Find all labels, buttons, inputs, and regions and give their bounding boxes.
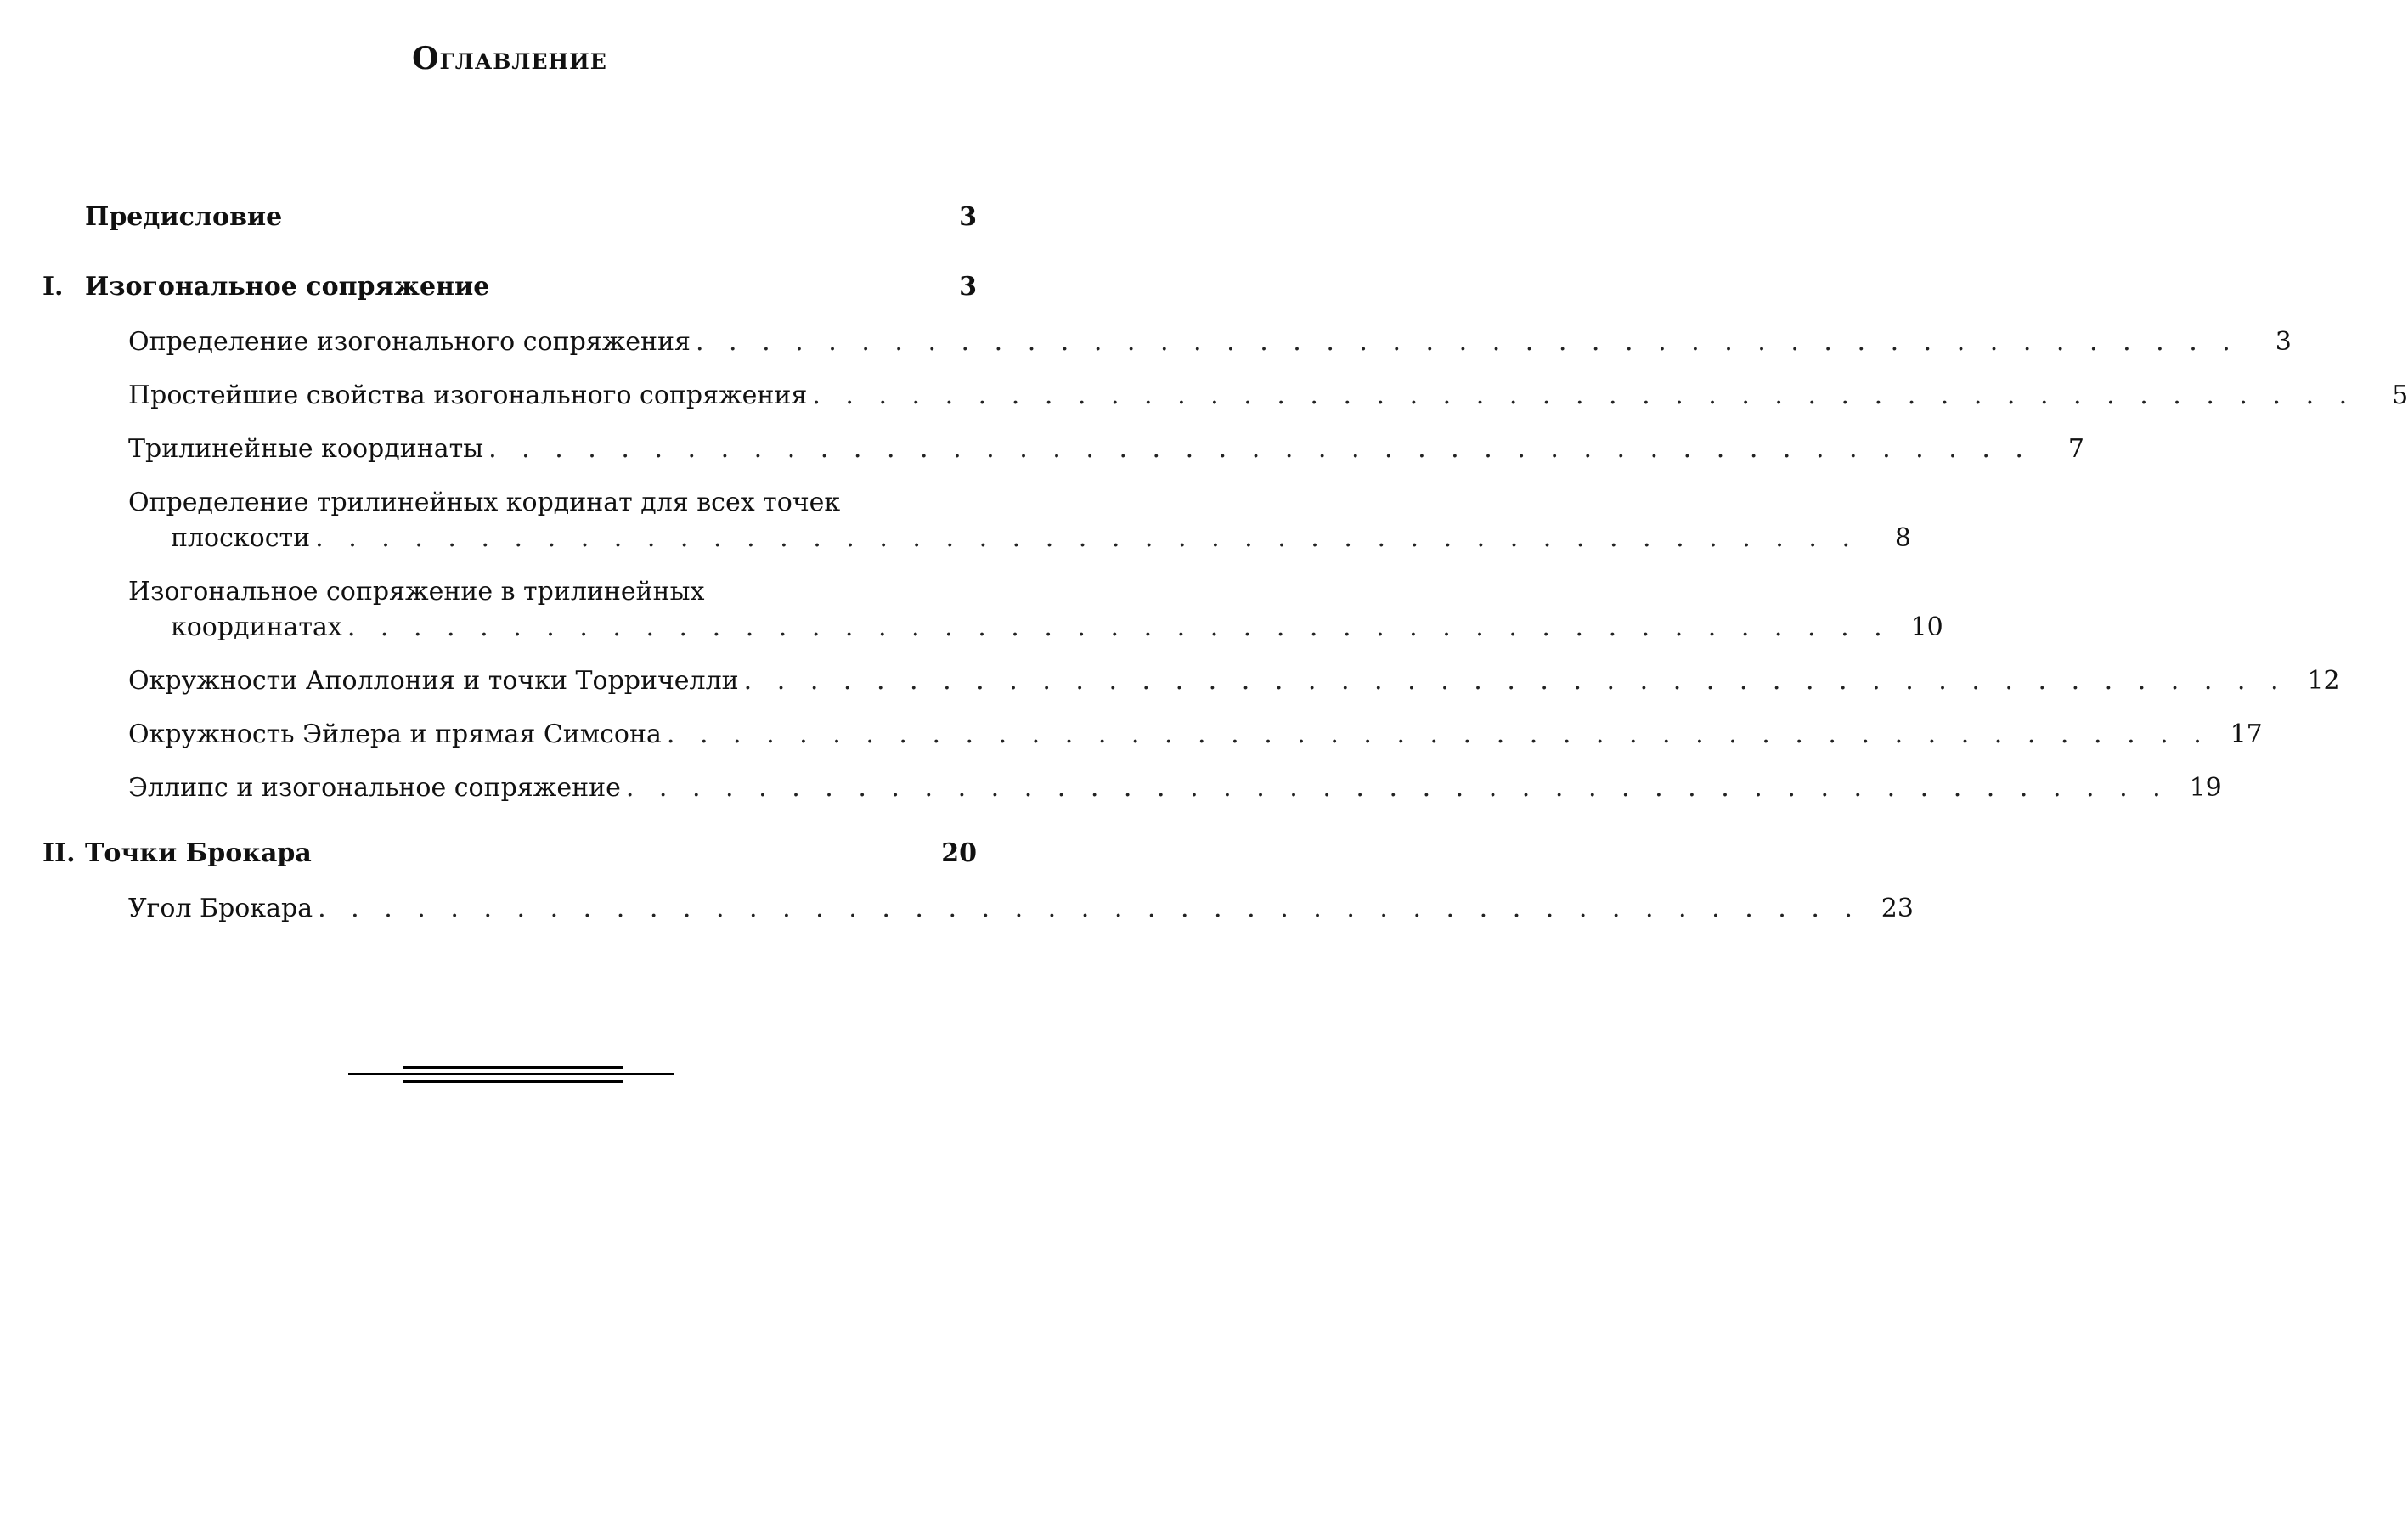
- toc-entry-page: 5: [2392, 381, 2408, 410]
- toc-dot-leader: . . . . . . . . . . . . . . . . . . . . . . . . . . . . . . . . . . . . . . . . . . . . . . .: [743, 666, 2287, 696]
- toc-part-1[interactable]: [42, 272, 977, 309]
- toc-entry-page: 7: [2067, 434, 2084, 464]
- toc-entry[interactable]: [42, 574, 1943, 646]
- toc-preface[interactable]: [42, 202, 977, 240]
- toc-dot-leader: . . . . . . . . . . . . . . . . . . . . . . . . . . . . . . . . . . . . . . . . . . . . . . .: [347, 612, 1891, 642]
- toc-entry-title-line1: Изогональное сопряжение в трилинейных: [128, 577, 705, 607]
- toc-entry-page: 23: [1881, 894, 1914, 923]
- toc-entry[interactable]: [42, 770, 2222, 806]
- ornament-rule-bottom: [403, 1080, 623, 1083]
- toc-entry-title: Угол Брокара: [128, 894, 313, 923]
- toc-entry-title-line1: Определение трилинейных кординат для всех точек: [128, 488, 841, 517]
- toc-dot-leader: . . . . . . . . . . . . . . . . . . . . . . . . . . . . . . . . . . . . . . . . . . . . . . .: [625, 773, 2169, 803]
- toc-part-title: Предисловие: [85, 202, 283, 232]
- toc-entry[interactable]: [42, 891, 1914, 927]
- toc-entry[interactable]: [42, 717, 2263, 753]
- toc-entry-page: 12: [2307, 666, 2340, 696]
- toc-entry[interactable]: [42, 485, 1911, 556]
- toc-entry-title-line2: плоскости: [171, 523, 311, 553]
- toc-entry-title: Определение изогонального сопряжения: [128, 327, 691, 357]
- toc-entry-page: 19: [2189, 773, 2222, 803]
- toc-dot-leader: . . . . . . . . . . . . . . . . . . . . . . . . . . . . . . . . . . . . . . . . . . . . . . .: [695, 327, 2239, 357]
- toc-entry-title: Окружности Аполлония и точки Торричелли: [128, 666, 739, 696]
- toc-part-title: Изогональное сопряжение: [85, 272, 490, 302]
- toc-part-page: 3: [959, 202, 977, 232]
- toc-entry[interactable]: [42, 663, 2340, 699]
- toc-entry-page: 10: [1910, 612, 1943, 642]
- toc-dot-leader: . . . . . . . . . . . . . . . . . . . . . . . . . . . . . . . . . . . . . . . . . . . . . . .: [318, 894, 1861, 923]
- toc-part-number: II.: [42, 838, 76, 868]
- toc-entry-title: Трилинейные координаты: [128, 434, 484, 464]
- toc-entry-page: 17: [2230, 719, 2263, 749]
- toc-entry[interactable]: [42, 432, 2084, 467]
- toc-entry[interactable]: [42, 324, 2292, 360]
- toc-part-title: Точки Брокара: [85, 838, 312, 868]
- toc-part-2[interactable]: [42, 838, 977, 876]
- ornament-rule-top: [403, 1066, 623, 1069]
- toc-entry-title: Простейшие свойства изогонального сопряжения: [128, 381, 808, 410]
- table-of-contents: [42, 202, 2408, 927]
- toc-entry-page: 3: [2275, 327, 2292, 357]
- toc-part-page: 3: [959, 272, 977, 302]
- toc-part-page: 20: [941, 838, 977, 868]
- toc-entry-title: Эллипс и изогональное сопряжение: [128, 773, 621, 803]
- toc-entry-title-line2: координатах: [171, 612, 342, 642]
- ornament-rule-long: [348, 1073, 674, 1075]
- toc-dot-leader: . . . . . . . . . . . . . . . . . . . . . . . . . . . . . . . . . . . . . . . . . . . . . . .: [315, 523, 1858, 553]
- page-title: Оглавление: [412, 41, 607, 76]
- toc-dot-leader: . . . . . . . . . . . . . . . . . . . . . . . . . . . . . . . . . . . . . . . . . . . . . . .: [488, 434, 2032, 464]
- toc-entry[interactable]: [42, 378, 2408, 414]
- toc-part-number: I.: [42, 272, 64, 302]
- toc-dot-leader: . . . . . . . . . . . . . . . . . . . . . . . . . . . . . . . . . . . . . . . . . . . . . . .: [666, 719, 2210, 749]
- toc-entry-title: Окружность Эйлера и прямая Симсона: [128, 719, 662, 749]
- toc-entry-page: 8: [1894, 523, 1911, 553]
- toc-dot-leader: . . . . . . . . . . . . . . . . . . . . . . . . . . . . . . . . . . . . . . . . . . . . . . .: [812, 381, 2356, 410]
